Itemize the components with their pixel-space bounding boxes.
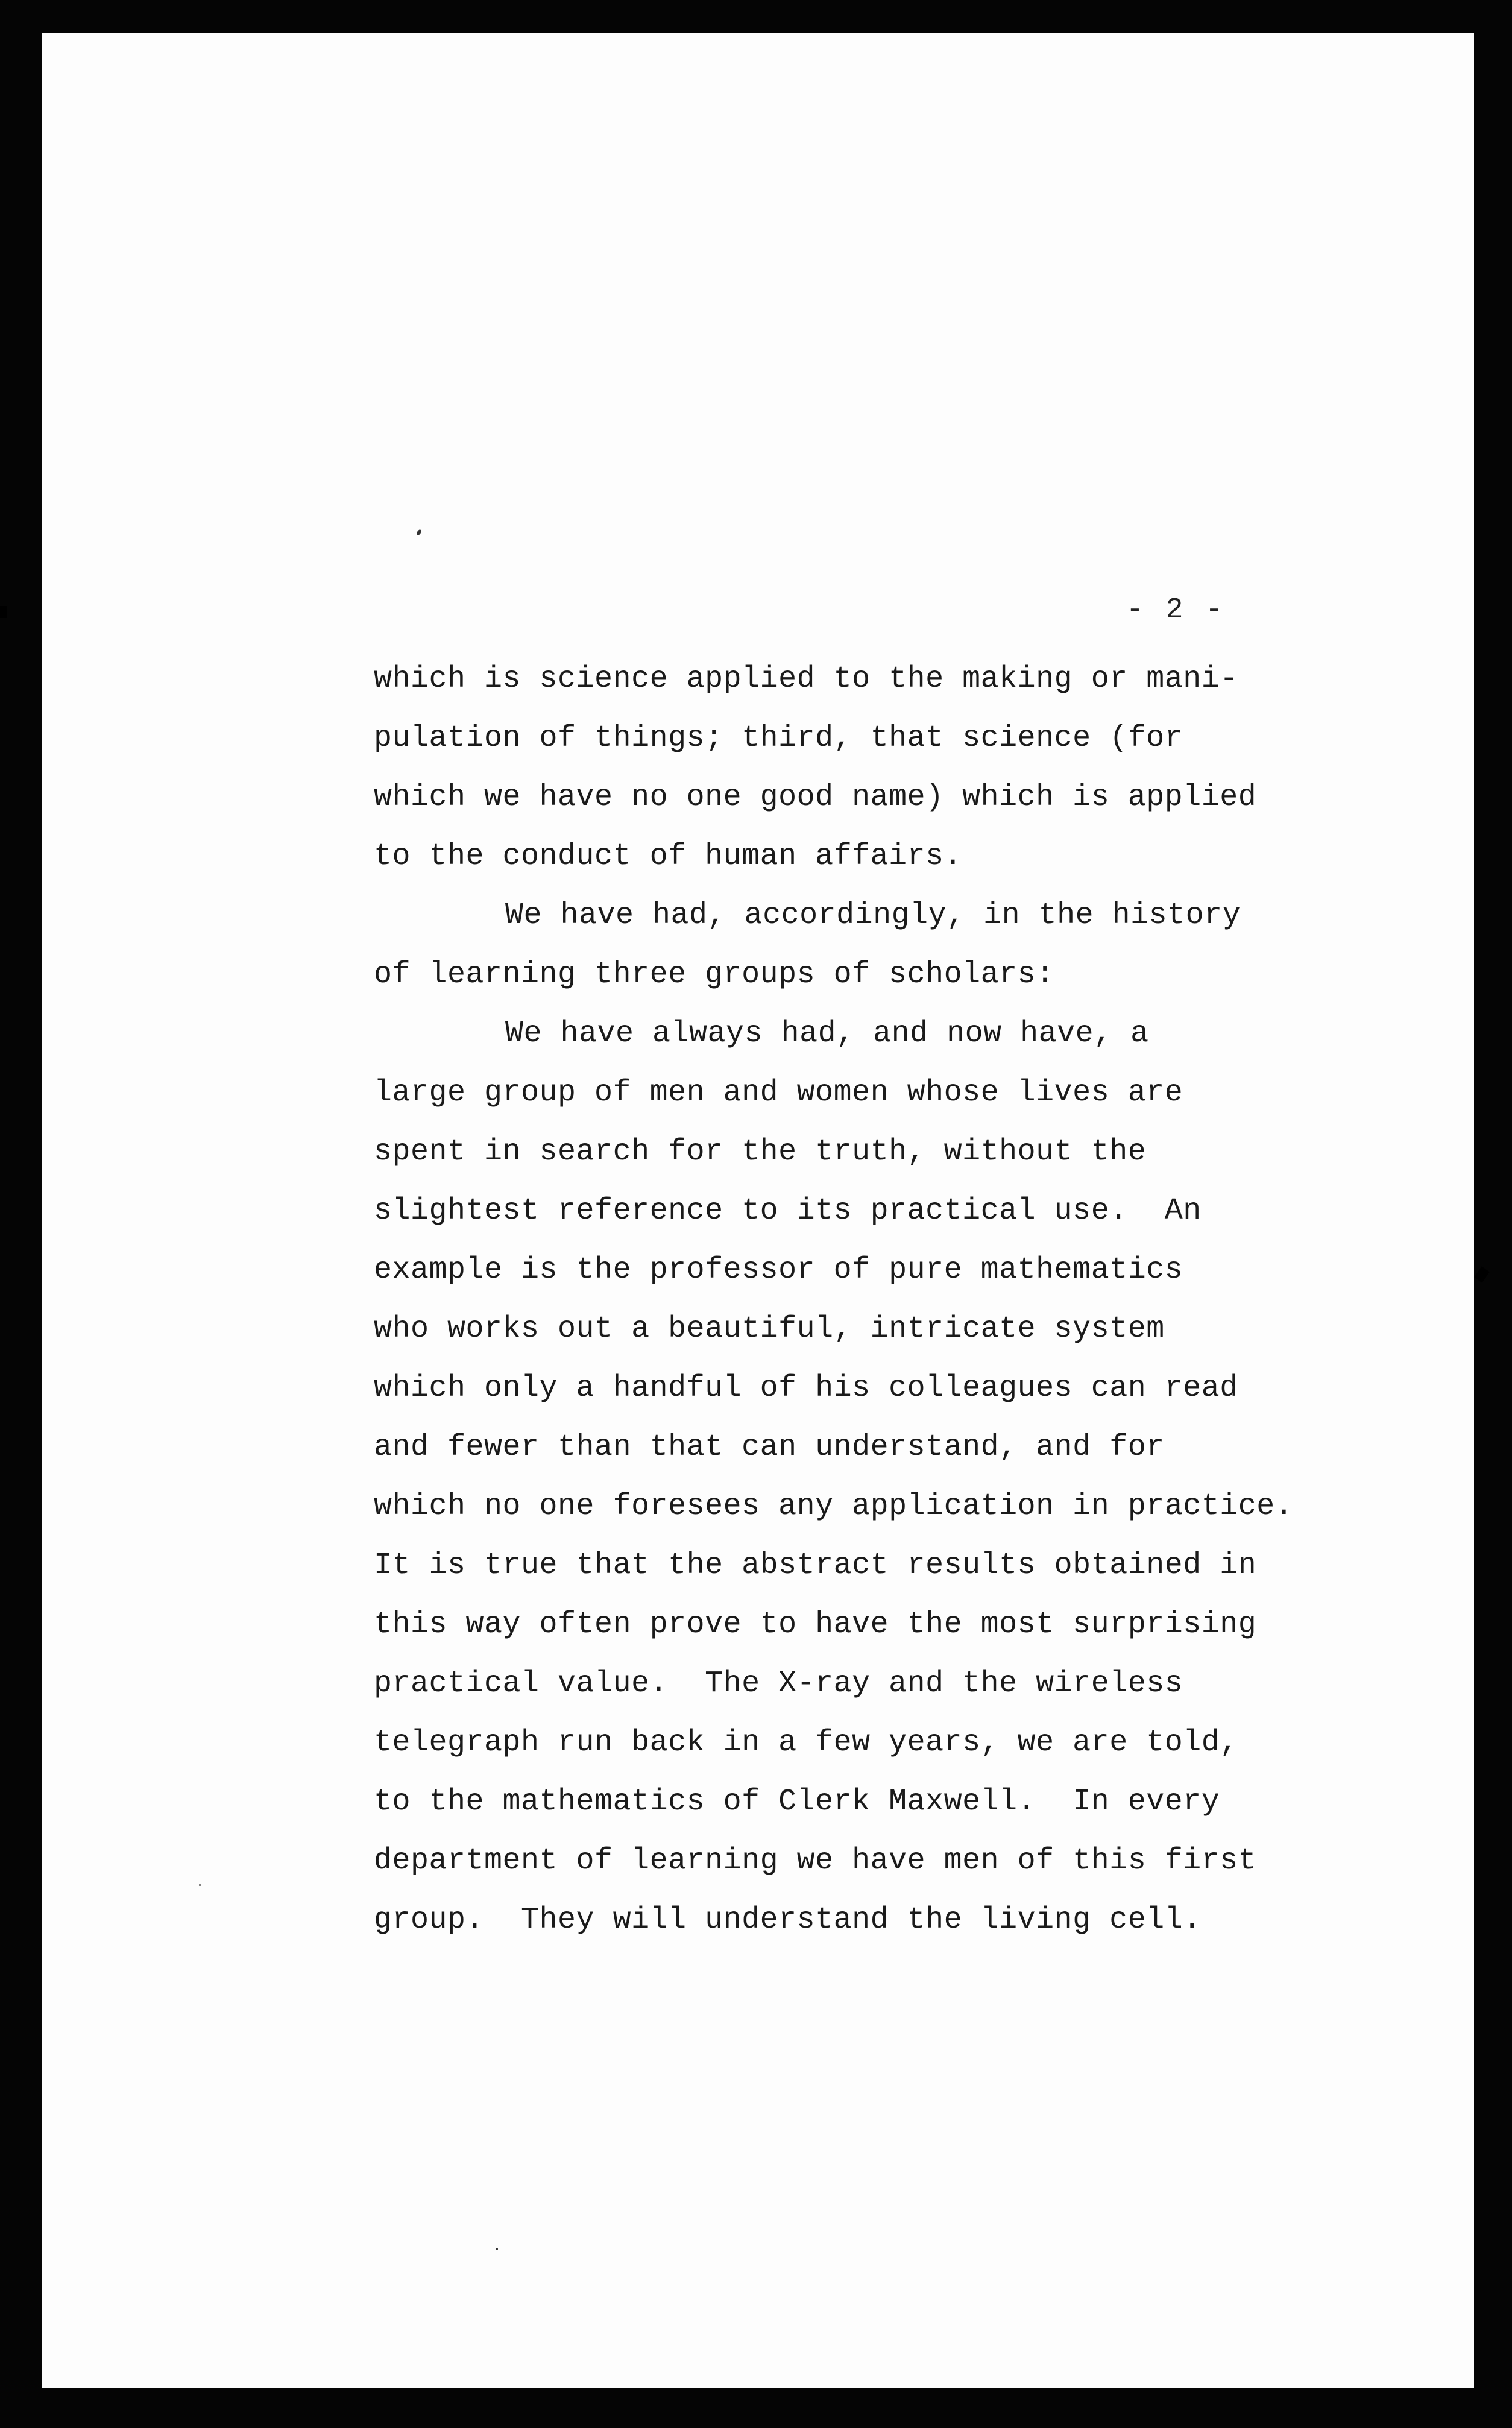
- text-line: pulation of things; third, that science (for: [374, 721, 1183, 755]
- text-line: and fewer than that can understand, and for: [374, 1430, 1165, 1465]
- page-number: - 2 -: [1126, 594, 1226, 626]
- ink-speck: [496, 2248, 498, 2250]
- text-line: which is science applied to the making or mani-: [374, 662, 1238, 696]
- text-line: We have had, accordingly, in the history: [505, 898, 1241, 933]
- text-line: large group of men and women whose lives are: [374, 1076, 1183, 1110]
- left-edge-mark: [0, 606, 7, 618]
- text-line: department of learning we have men of this first: [374, 1844, 1257, 1878]
- text-line: to the mathematics of Clerk Maxwell. In every: [374, 1785, 1220, 1819]
- text-line: which only a handful of his colleagues can read: [374, 1371, 1238, 1405]
- text-line: to the conduct of human affairs.: [374, 839, 963, 874]
- text-line: slightest reference to its practical use. An: [374, 1194, 1202, 1228]
- text-line: of learning three groups of scholars:: [374, 957, 1054, 992]
- ink-speck: [199, 1884, 201, 1886]
- text-line: which no one foresees any application in practice.: [374, 1489, 1294, 1524]
- text-line: group. They will understand the living cell.: [374, 1903, 1202, 1937]
- text-line: who works out a beautiful, intricate system: [374, 1312, 1165, 1346]
- text-line: It is true that the abstract results obtained in: [374, 1548, 1257, 1583]
- body-text: [374, 650, 1314, 1950]
- text-line: We have always had, and now have, a: [505, 1017, 1149, 1051]
- text-line: practical value. The X-ray and the wireless: [374, 1666, 1183, 1701]
- text-line: spent in search for the truth, without the: [374, 1135, 1147, 1169]
- text-line: example is the professor of pure mathematics: [374, 1253, 1183, 1287]
- text-line: this way often prove to have the most surprising: [374, 1607, 1257, 1642]
- text-line: which we have no one good name) which is applied: [374, 780, 1257, 815]
- text-line: telegraph run back in a few years, we are told,: [374, 1726, 1238, 1760]
